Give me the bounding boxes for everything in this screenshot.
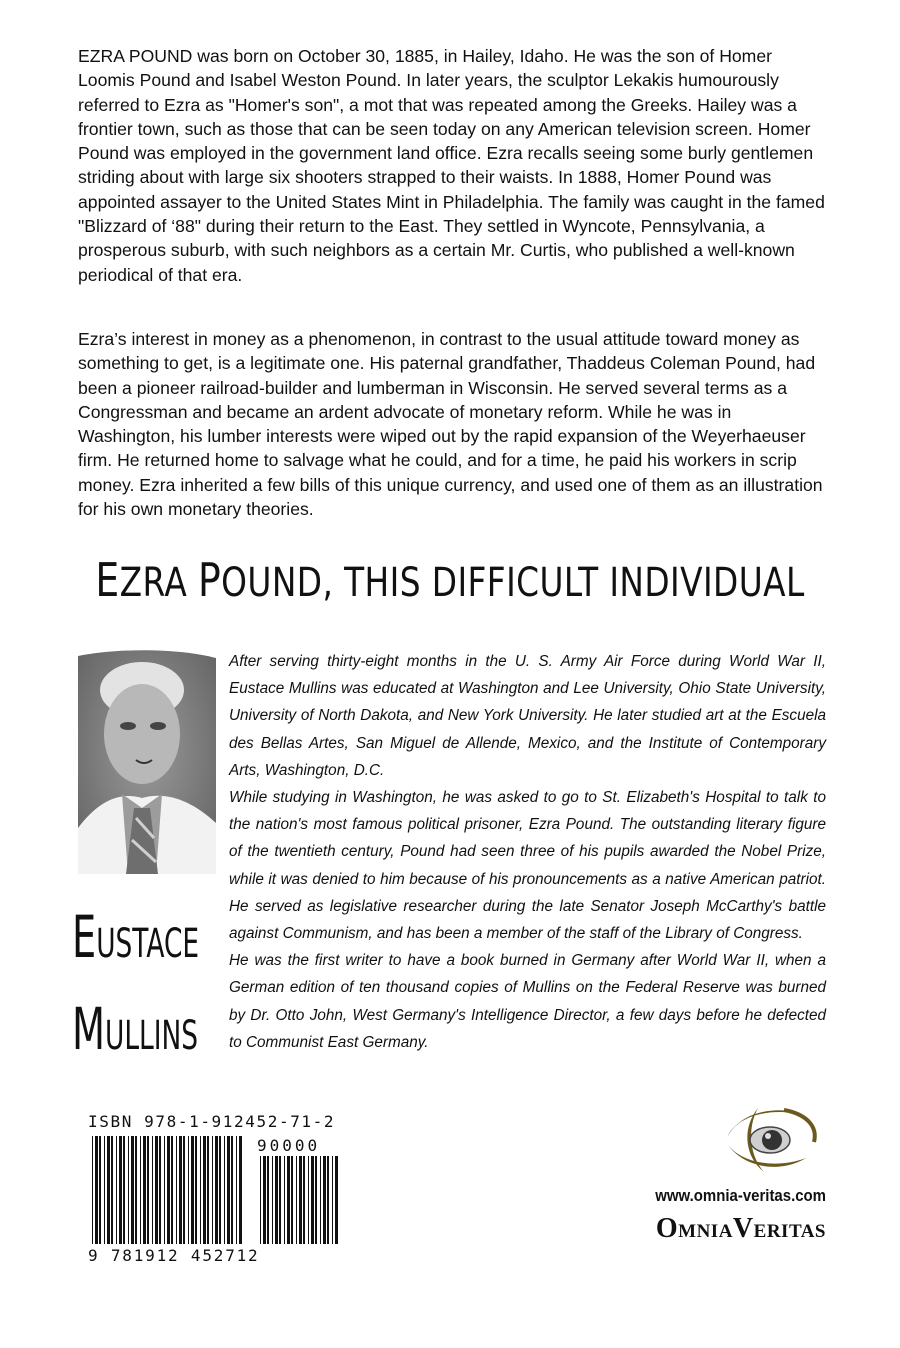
barcode-bar: [260, 1156, 261, 1244]
price-code: 90000: [257, 1136, 321, 1155]
barcode-bar: [275, 1156, 278, 1244]
title-first-cap: E: [95, 553, 120, 607]
barcode-bar: [188, 1136, 189, 1244]
barcode-bar: [323, 1156, 326, 1244]
barcode-bar: [99, 1136, 101, 1244]
title-second-cap: P: [198, 553, 222, 607]
author-last-cap: M: [72, 995, 106, 1063]
barcode-bar: [179, 1136, 182, 1244]
barcode-bar: [155, 1136, 158, 1244]
barcode-bar: [303, 1156, 305, 1244]
author-last-rest: ULLINS: [105, 1013, 199, 1059]
barcode-bar: [95, 1136, 98, 1244]
barcode-bar: [183, 1136, 185, 1244]
barcode-bar: [123, 1136, 125, 1244]
barcode-bar: [203, 1136, 206, 1244]
barcode-bar: [128, 1136, 129, 1244]
barcode-bar: [171, 1136, 173, 1244]
barcode-bar: [239, 1136, 242, 1244]
barcode-bar: [135, 1136, 137, 1244]
barcode-bar: [279, 1156, 281, 1244]
author-bio-paragraph: While studying in Washington, he was asked to go to St. Elizabeth's Hospital to talk to the nation's most famous political prisoner, Ezra Pound. The outstanding literary figure of the twentieth century, Pound had seen three of his pupils awarded the Nobel Prize, while it was denied to him because of his pronouncements as a native American patriot. He served as legislative researcher during the late Senator Joseph McCarthy's battle against Communism, and has been a member of the staff of the Library of Congress.: [229, 789, 826, 943]
eye-logo-icon: [718, 1102, 826, 1176]
publisher-url[interactable]: www.omnia-veritas.com: [655, 1186, 826, 1205]
barcode-bar: [320, 1156, 321, 1244]
barcode-bar: [207, 1136, 209, 1244]
barcode-bar: [159, 1136, 161, 1244]
barcode-bar: [119, 1136, 122, 1244]
title-first-rest: ZRA: [119, 560, 199, 606]
barcode-bar: [219, 1136, 221, 1244]
author-last-name: [72, 995, 199, 1063]
isbn-label: ISBN 978-1-912452-71-2: [88, 1112, 336, 1131]
barcode-bar: [152, 1136, 153, 1244]
barcode-bar: [315, 1156, 317, 1244]
barcode-bar: [167, 1136, 170, 1244]
bio-paragraph-1: EZRA POUND was born on October 30, 1885, in Hailey, Idaho. He was the son of Homer Loomis Pound and Isabel Weston Pound. In later years, the sculptor Lekakis humourously referred to Ezra as "Homer's son", a mot that was repeated among the Greeks. Hailey was a frontier town, such as those that can be seen today on any American television screen. Homer Pound was employed in the government land office. Ezra recalls seeing some burly gentlemen striding about with large six shooters strapped to their waists. In 1888, Homer Pound was appointed assayer to the United States Mint in Philadelphia. The family was caught in the famed "Blizzard of ‘88" during their return to the East. They settled in Wyncote, Pennsylvania, a prosperous suburb, with such neighbors as a certain Mr. Curtis, who published a well-known periodical of that era.: [78, 46, 825, 285]
barcode-bar: [267, 1156, 269, 1244]
barcode-bar: [111, 1136, 113, 1244]
barcode-bar: [143, 1136, 146, 1244]
author-photo: [78, 648, 216, 874]
barcode-bar: [195, 1136, 197, 1244]
barcode-bar: [263, 1156, 266, 1244]
barcode-bar: [212, 1136, 213, 1244]
bio-paragraph-2: Ezra’s interest in money as a phenomenon, in contrast to the usual attitude toward money as something to get, is a legitimate one. His paternal grandfather, Thaddeus Coleman Pound, had been a pioneer railroad-builder and lumberman in Wisconsin. He served several terms as a Congressman and became an ardent advocate of monetary reform. While he was in Washington, his lumber interests were wiped out by the rapid expansion of the Weyerhaeuser firm. He returned home to salvage what he could, and for a time, he paid his workers in scrip money. Ezra inherited a few bills of this unique currency, and used one of them as an illustration for his own monetary theories.: [78, 329, 823, 520]
author-bio: [229, 648, 826, 1056]
barcode-bar: [308, 1156, 309, 1244]
author-bio-paragraph: He was the first writer to have a book burned in Germany after World War II, when a German edition of ten thousand copies of Mullins on the Federal Reserve was burned by Dr. Otto John, West Germany's Intelligence Director, a few days before he defected to Communist East Germany.: [229, 952, 826, 1051]
barcode-bar: [231, 1136, 233, 1244]
barcode-bar: [287, 1156, 290, 1244]
barcode-digits: 9 781912 452712: [88, 1246, 260, 1265]
barcode-bar: [164, 1136, 165, 1244]
barcode-bar: [200, 1136, 201, 1244]
barcode-bar: [327, 1156, 329, 1244]
publisher-rest-1: MNIA: [678, 1221, 733, 1242]
barcode-bar: [104, 1136, 105, 1244]
barcode-bar: [92, 1136, 93, 1244]
author-first-cap: E: [72, 903, 97, 971]
author-bio-paragraph: After serving thirty-eight months in the U. S. Army Air Force during World War II, Eustace Mullins was educated at Washington and Lee University, Ohio State University, University of North Dakota, and New York University. He later studied art at the Escuela des Bellas Artes, San Miguel de Allende, Mexico, and the Institute of Contemporary Arts, Washington, D.C.: [229, 653, 826, 779]
publisher-cap-2: V: [732, 1213, 754, 1244]
barcode-bar: [176, 1136, 177, 1244]
barcode-bar: [215, 1136, 218, 1244]
barcode-bar: [140, 1136, 141, 1244]
barcode-bar: [147, 1136, 149, 1244]
publisher-rest-2: ERITAS: [753, 1221, 826, 1242]
barcode-bar: [296, 1156, 297, 1244]
barcode-bar: [191, 1136, 194, 1244]
barcode-bar: [284, 1156, 285, 1244]
barcode-bar: [332, 1156, 333, 1244]
barcode-bar: [311, 1156, 314, 1244]
barcode-bar: [272, 1156, 273, 1244]
barcode-bar: [291, 1156, 293, 1244]
author-first-rest: USTACE: [96, 921, 200, 967]
book-title: [81, 553, 819, 607]
author-first-name: [72, 903, 200, 971]
barcode-bar: [131, 1136, 134, 1244]
barcode-bar: [224, 1136, 225, 1244]
barcode-bar: [116, 1136, 117, 1244]
title-second-rest: OUND, THIS DIFFICULT INDIVIDUAL: [221, 560, 805, 606]
barcode-bar: [227, 1136, 230, 1244]
barcode-bar: [107, 1136, 110, 1244]
barcode-bar: [299, 1156, 302, 1244]
barcode-bar: [335, 1156, 338, 1244]
barcode-bar: [236, 1136, 237, 1244]
publisher-name: [656, 1213, 826, 1245]
publisher-cap-1: O: [655, 1213, 679, 1244]
